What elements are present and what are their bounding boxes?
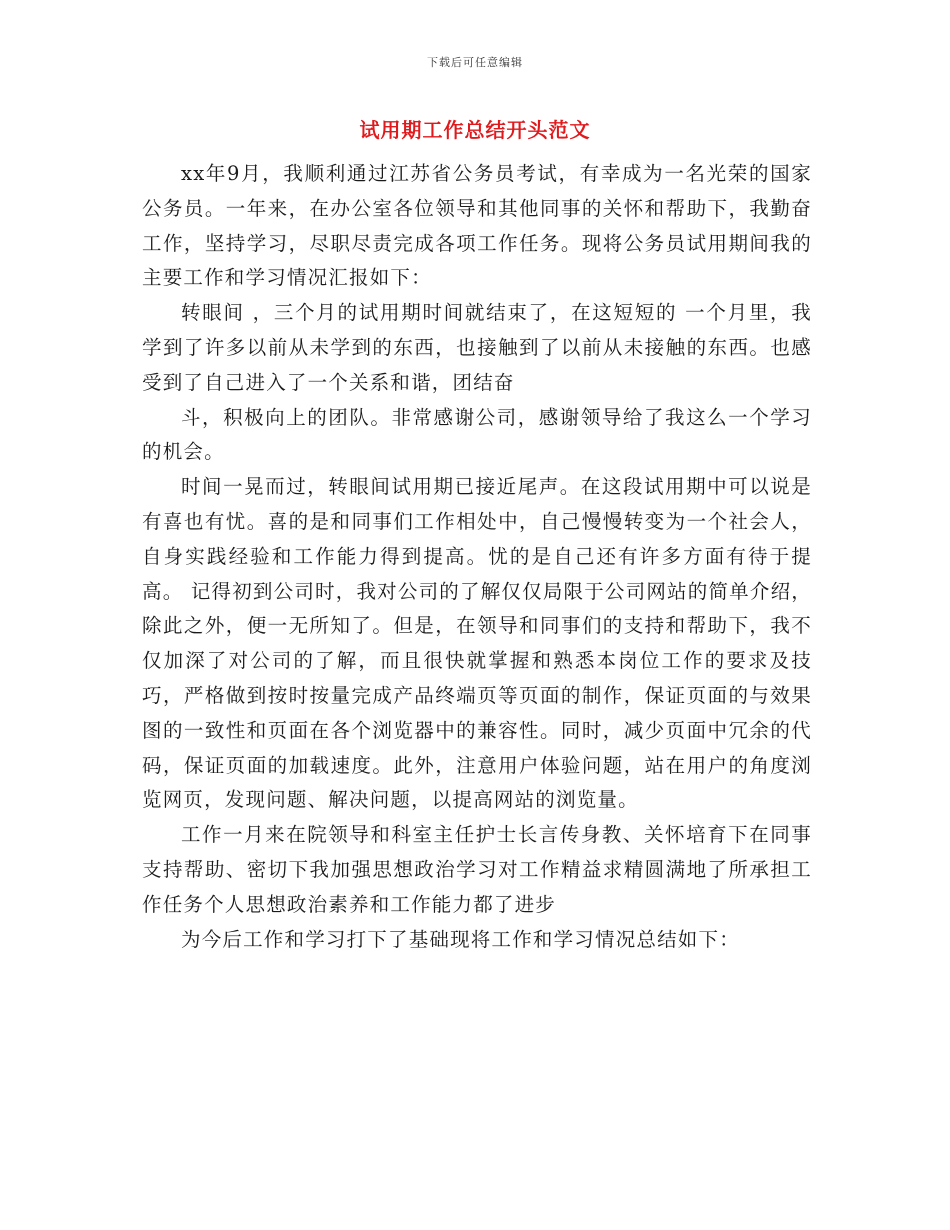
document-body	[142, 157, 812, 957]
paragraph: 时间一晃而过，转眼间试用期已接近尾声。在这段试用期中可以说是有喜也有忧。喜的是和同事们工作相处中，自己慢慢转变为一个社会人，自身实践经验和工作能力得到提高。忧的是自己还有许多方面有待于提高。 记得初到公司时，我对公司的了解仅仅局限于公司网站的简单介绍，除此之外，便一无所知了。但是，在领导和同事们的支持和帮助下，我不仅加深了对公司的了解，而且很快就掌握和熟悉本岗位工作的要求及技巧，严格做到按时按量完成产品终端页等页面的制作，保证页面的与效果图的一致性和页面在各个浏览器中的兼容性。同时，减少页面中冗余的代码，保证页面的加载速度。此外，注意用户体验问题，站在用户的角度浏览网页，发现问题、解决问题，以提高网站的浏览量。	[142, 475, 812, 812]
header-note: 下载后可任意编辑	[427, 56, 523, 69]
paragraph: 为今后工作和学习打下了基础现将工作和学习情况总结如下：	[181, 927, 740, 951]
document-title: 试用期工作总结开头范文	[359, 118, 591, 142]
paragraph: 转眼间 ，三个月的试用期时间就结束了，在这短短的 一个月里，我学到了许多以前从未学到的东西，也接触到了以前从未接触的东西。也感受到了自己进入了一个关系和谐，团结奋	[142, 301, 812, 394]
paragraph: xx年9月，我顺利通过江苏省公务员考试，有幸成为一名光荣的国家公务员。一年来，在办公室各位领导和其他同事的关怀和帮助下，我勤奋工作，坚持学习，尽职尽责完成各项工作任务。现将公务员试用期间我的主要工作和学习情况汇报如下：	[142, 162, 812, 290]
paragraph: 工作一月来在院领导和科室主任护士长言传身教、关怀培育下在同事支持帮助、密切下我加强思想政治学习对工作精益求精圆满地了所承担工作任务个人思想政治素养和工作能力都了进步	[142, 823, 812, 916]
paragraph: 斗，积极向上的团队。非常感谢公司，感谢领导给了我这么一个学习的机会。	[142, 405, 812, 464]
